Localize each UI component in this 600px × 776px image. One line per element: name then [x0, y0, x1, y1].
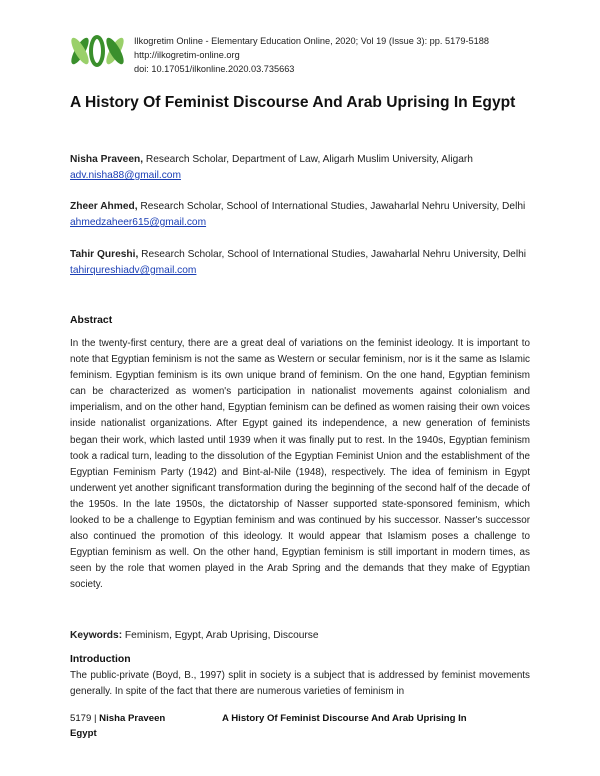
- footer-title: A History Of Feminist Discourse And Arab Uprising In: [222, 713, 467, 724]
- author-affiliation: Research Scholar, School of International Studies, Jawaharlal Nehru University, Delhi: [137, 201, 526, 212]
- journal-info: Ilkogretim Online - Elementary Education Online, 2020; Vol 19 (Issue 3): pp. 5179-5188: [134, 36, 489, 46]
- author-name: Zheer Ahmed,: [70, 201, 138, 212]
- author-email-link[interactable]: adv.nisha88@gmail.com: [70, 170, 181, 181]
- abstract-heading: Abstract: [70, 315, 113, 326]
- introduction-text: The public-private (Boyd, B., 1997) split in society is a subject that is addressed by feminist movements generally. In spite of the fact that there are numerous varieties of feminism in: [70, 670, 530, 697]
- footer-title-continued: Egypt: [70, 728, 97, 739]
- page-number: 5179 |: [70, 713, 100, 724]
- paper-title: A History Of Feminist Discourse And Arab Uprising In Egypt: [70, 94, 516, 111]
- author-block-2: [70, 199, 540, 231]
- footer-page-author: [70, 711, 165, 726]
- author-affiliation: Research Scholar, Department of Law, Aligarh Muslim University, Aligarh: [143, 154, 473, 165]
- author-affiliation: Research Scholar, School of International Studies, Jawaharlal Nehru University, Delhi: [138, 249, 527, 260]
- journal-logo-icon: [70, 32, 128, 70]
- journal-header: [70, 30, 570, 80]
- keywords-text: Feminism, Egypt, Arab Uprising, Discourse: [122, 630, 319, 641]
- journal-citation: [134, 34, 489, 76]
- author-block-3: [70, 247, 540, 279]
- journal-doi: doi: 10.17051/ilkonline.2020.03.735663: [134, 64, 295, 74]
- introduction-heading: Introduction: [70, 654, 131, 665]
- keywords-label: Keywords:: [70, 630, 123, 641]
- journal-url[interactable]: http://ilkogretim-online.org: [134, 50, 240, 60]
- author-email-link[interactable]: tahirqureshiadv@gmail.com: [70, 265, 197, 276]
- author-block-1: [70, 152, 540, 184]
- footer-author: Nisha Praveen: [99, 713, 166, 724]
- author-email-link[interactable]: ahmedzaheer615@gmail.com: [70, 217, 207, 228]
- author-name: Nisha Praveen,: [70, 154, 144, 165]
- abstract-text: In the twenty-first century, there are a great deal of variations on the feminist ideology. It is important to note that Egyptian feminism is not the same as Western or secular feminism, nor is it the same as Islamic feminism. Egyptian feminism is its own unique brand of feminism. On the one hand, Egyptian feminism can be characterized as women's participation in nationalist movements against colonialism and imperialism, and on the other hand, Egyptian feminism can be defined as women raising their own voices inside nationalist organizations. After Egypt gained its independence, a new generation of feminists began their work, which lasted until 1939 when it was finally put to rest. In the 1940s, Egyptian feminism took a radical turn, leading to the dissolution of the Egyptian Feminist Union and the establishment of the Egyptian Feminism Party (1942) and Bint-al-Nile (1948), respectively. The idea of feminism in Egypt underwent yet another significant transformation during the beginning of the second half of the decade of the 1950s. In the late 1950s, the dictatorship of Nasser supported state-sponsored feminism, which looked to be a challenge to Egyptian feminism and was continued by his successor. Nasser's successor also continued the promotion of this ideology. It would appear that Islamism poses a challenge to Egyptian feminism as well. On the other hand, Egyptian feminism is still important in modern times, as seen by the role that women played in the Arab Spring and the demands that they make of Egyptian society.: [70, 338, 530, 591]
- keywords-line: [70, 630, 530, 641]
- author-name: Tahir Qureshi,: [70, 249, 139, 260]
